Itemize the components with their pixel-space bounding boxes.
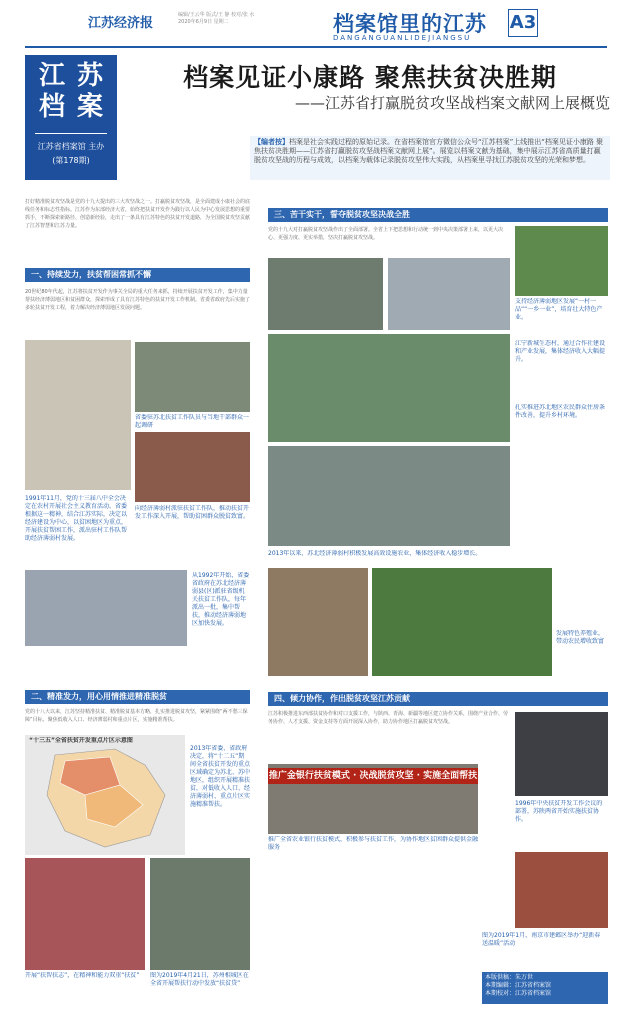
header-meta xyxy=(178,12,288,26)
greenhouse-photo xyxy=(268,446,510,546)
event-photo xyxy=(150,858,250,970)
field-photo xyxy=(372,568,552,676)
header-meta-line2: 2020年6月9日 星期二 xyxy=(178,19,229,25)
visit2-caption: 图为2019年1月，南京市建邺区举办“迎新春 送温暖”活动 xyxy=(482,932,601,947)
main-subheadline: ——江苏省打赢脱贫攻坚战档案文献网上展概览 xyxy=(294,94,610,112)
banner-photo xyxy=(268,764,478,834)
editor-note xyxy=(250,136,610,180)
bridge-photo xyxy=(25,570,187,646)
section-1-text: 20世纪80年代起，江苏将扶贫开发作为事关全局的重大任务来抓，持续开展扶贫开发工作，集中力量帮扶经济薄弱地区和贫困群众，探索形成了具有江苏特色的扶贫开发工作机制。省委省政府先后实施了多轮扶贫开发工程，着力解决经济薄弱地区发展问题。 xyxy=(25,289,250,311)
event-caption: 图为2019年4月21日，苏州相城区在全省开展帮扶行动中发放“扶贫贷” xyxy=(150,972,249,987)
greenhouse-caption: 2013年以来，苏北经济薄弱村积极发展高效设施农业，集体经济收入稳步增长。 xyxy=(268,550,482,557)
footer-line3: 本期校对：江苏省档案馆 xyxy=(485,990,552,997)
logo-char: 苏 xyxy=(76,61,103,91)
visit2-photo xyxy=(515,852,608,928)
banner-caption: 推广全省农业银行扶贫模式，积极参与扶贫工作，为协作地区贫困群众提供金融服务 xyxy=(268,836,478,851)
column-pinyin: DANGANGUANLIDEJIANGSU xyxy=(333,34,472,42)
newspaper-caption: 1991年11月，党的十三届八中全会决定在农村开展社会主义教育活动。省委根据这一精神，结合江苏实际，决定以经济建设为中心，以贫困地区为重点，开展扶贫帮困工作，派出驻村工作队帮助经济薄弱村发展。 xyxy=(25,495,128,542)
goat-caption: 发展特色养殖业，带动农民增收致富 xyxy=(556,630,605,645)
village-caption: 江宁新城生态村，通过合作社建设和产业发展，集体经济收入大幅提升。 xyxy=(515,340,606,363)
factory-photo xyxy=(515,226,608,296)
ceremony-caption: 1996年中央扶贫开发工作会议的部署，苏陕两省开始实施扶贫协作。 xyxy=(515,800,603,823)
paper-name: 江苏经济报 xyxy=(88,16,154,31)
goat-photo xyxy=(268,568,368,676)
newspaper-photo xyxy=(25,340,131,490)
logo-sponsor: 江苏省档案馆 主办 xyxy=(37,142,105,151)
column-logo xyxy=(25,55,117,180)
meeting-photo xyxy=(135,432,250,502)
footer-credits xyxy=(482,972,608,1004)
section-2-text: 党的十八大以来，江苏坚持精准扶贫、精准脱贫基本方略，扎实推进脱贫攻坚，紧紧围绕“两不愁三保障”目标，聚焦低收入人口、经济薄弱村和重点片区，实施精准帮扶。 xyxy=(25,709,248,723)
factory-caption: 支持经济薄弱地区发展“一村一品”“一乡一业”，培育壮大特色产业。 xyxy=(515,298,603,321)
facility-photo xyxy=(388,258,510,330)
editor-note-text: 档案是社会实践过程的原始记录。在省档案馆官方微信公众号“江苏档案”上线推出“档案见证小康路 聚焦扶贫决胜期——江苏省打赢脱贫攻坚战档案文献网上展”。展览以档案文献为基础，集中展示江苏省高质量打赢脱贫攻坚战的历程与成效，以档案为载体记录脱贫攻坚伟大实践，从档案里寻找江苏脱贫攻坚的光荣和梦想。 xyxy=(254,138,604,164)
footer-line1: 本版供稿：朱万世 xyxy=(485,974,534,981)
main-headline: 档案见证小康路 聚焦扶贫决胜期 xyxy=(183,63,557,92)
footer-line2: 本期编辑：江苏省档案馆 xyxy=(485,982,552,989)
logo-divider xyxy=(35,133,107,134)
ceremony-photo xyxy=(515,712,608,796)
page-number: A3 xyxy=(508,9,538,37)
section-1-header: 一、持续发力，扶贫帮困常抓不懈 xyxy=(25,268,250,282)
logo-chars xyxy=(33,61,109,123)
village-photo xyxy=(268,334,510,442)
section-4-header: 四、倾力协作，作出脱贫攻坚江苏贡献 xyxy=(268,692,608,706)
banner-text: 推广金银行扶贫模式 · 决战脱贫攻坚 · 实施全面帮扶 xyxy=(268,768,478,784)
header-meta-line1: 编辑/王云华 版式/王 静 校对/张 水 xyxy=(178,12,255,18)
section-2-caption-2013: 2013年省委、省政府决定，将“十二五”期间全省扶贫开发的重点区域确定为苏北、苏中地区，组织开展精准扶贫，对低收入人口、经济薄弱村、重点片区实施精准帮扶。 xyxy=(190,745,250,808)
intro-text: 打好精准脱贫攻坚战是党的十九大提出的三大攻坚战之一。打赢脱贫攻坚战，是全面建成小康社会的底线任务和标志性指标。江苏作为东部经济大省，始终把扶贫开发作为践行以人民为中心发展思想的重要抓手，不断探索新路径、创造新经验，走出了一条具有江苏特色的扶贫开发道路，为全国脱贫攻坚贡献了江苏智慧和江苏力量。 xyxy=(25,199,250,229)
worker-photo xyxy=(268,258,383,330)
map-graphic xyxy=(25,735,185,855)
bridge-caption: 从1992年开始，省委省政府在苏北经济薄弱县(区)派驻省级机关扶贫工作队，每年派出一批，集中帮扶，推动经济薄弱地区加快发展。 xyxy=(192,572,250,627)
section-3-header: 三、苦干实干，誓夺脱贫攻坚决战全胜 xyxy=(268,208,608,222)
visit-caption: 省委驻苏北扶贫工作队员与当地干部群众一起调研 xyxy=(135,414,250,429)
logo-issue: (第178期) xyxy=(52,156,90,165)
header-rule xyxy=(25,46,607,48)
poverty-map xyxy=(25,735,185,855)
training-caption: 开展“扶智扶志”，在精神和能力双重“扶贫” xyxy=(25,972,140,979)
meeting-caption: 向经济薄弱村派驻扶贫工作队，推动扶贫开发工作深入开展，帮助贫困群众脱贫致富。 xyxy=(135,505,250,520)
village2-caption: 扎实推进苏北地区农民群众住房条件改善，提升乡村环境。 xyxy=(515,404,606,419)
column-title: 档案馆里的江苏 xyxy=(333,12,487,36)
section-2-header: 二、精准发力，用心用情推进精准脱贫 xyxy=(25,690,250,704)
section-3-text: 党的十九大对打赢脱贫攻坚战作出了全面部署。全省上下把思想和行动统一到中央决策部署上来，以更大决心、更强力度、更实举措，坚决打赢脱贫攻坚战。 xyxy=(268,227,504,241)
logo-char: 江 xyxy=(38,61,65,91)
visit-photo xyxy=(135,342,250,412)
section-4-text: 江苏积极推进东西部扶贫协作和对口支援工作，与陕西、青海、新疆等地区建立协作关系，围绕产业合作、劳务协作、人才支援、资金支持等方面开展深入协作，助力协作地区打赢脱贫攻坚战。 xyxy=(268,711,508,725)
map-title: “十三五”全省扶贫开发重点片区示意图 xyxy=(29,737,133,744)
logo-char: 案 xyxy=(76,92,103,122)
training-photo xyxy=(25,858,145,970)
editor-note-label: 【编者按】 xyxy=(254,138,289,146)
logo-char: 档 xyxy=(38,92,65,122)
